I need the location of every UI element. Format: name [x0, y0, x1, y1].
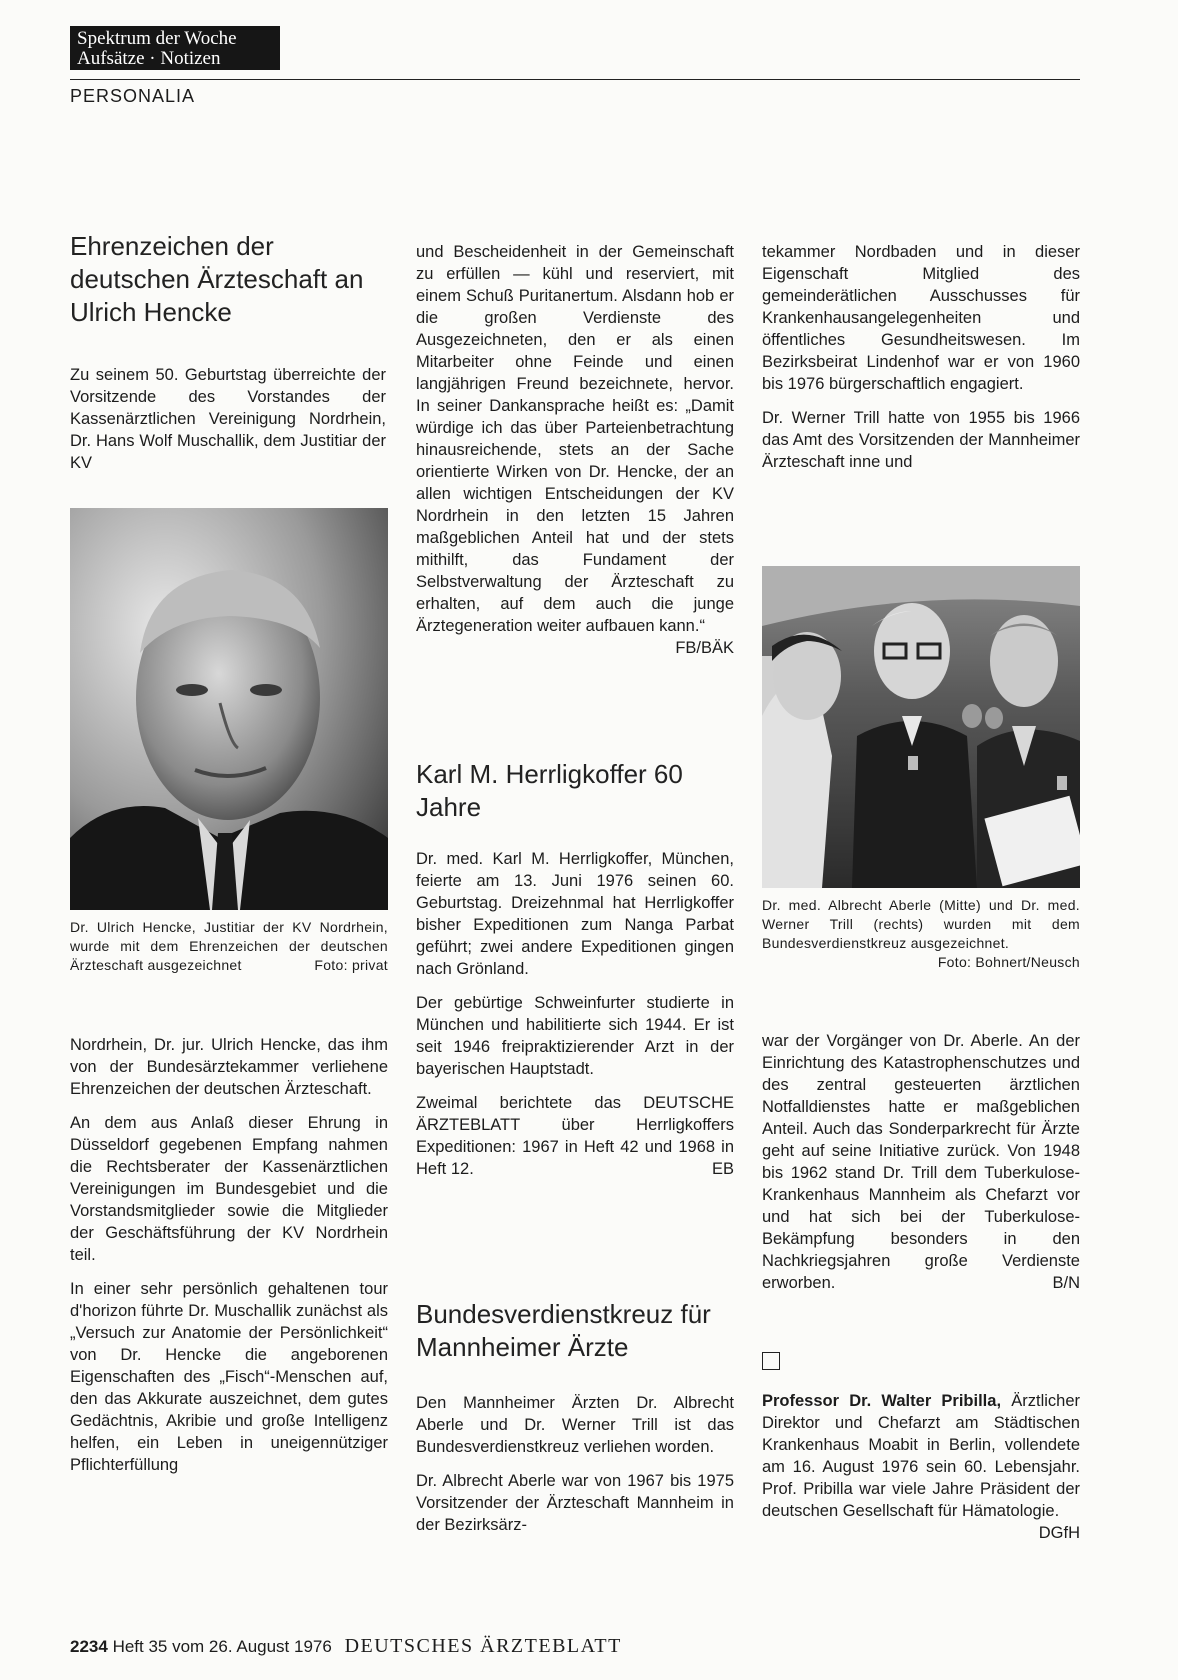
mannheim-signature: B/N — [1052, 1274, 1080, 1292]
section-badge-line2: Aufsätze · Notizen — [77, 48, 221, 69]
hencke-body-col2 — [416, 241, 734, 659]
herrligkoffer-signature: EB — [711, 1160, 734, 1178]
mannheim-col3-para1: tekammer Nordbaden und in dieser Eigenschaft Mitglied des gemeinderätlichen Ausschusses für Krankenhausangelegenheiten und öffentliches Gesundheitswesen. Im Bezirksbeirat Lindenhof war er von 1960 bis 1976 bürgerschaftlich engagiert. — [762, 243, 1080, 393]
journal-name: DEUTSCHES ÄRZTEBLATT — [344, 1635, 622, 1657]
group-photo-icon — [762, 566, 1080, 888]
mannheim-body-col2 — [416, 1392, 734, 1548]
hencke-caption-text: Dr. Ulrich Hencke, Justitiar der KV Nordrhein, wurde mit dem Ehrenzeichen der deutschen Ärzteschaft ausgezeichnet — [70, 919, 388, 973]
page-number: 2234 — [70, 1637, 108, 1656]
herrligkoffer-para2: Der gebürtige Schweinfurter studierte in München und habilitierte sich 1944. Er ist seit 1946 freipraktizierender Arzt in der bayerischen Hauptstadt. — [416, 994, 734, 1078]
herrligkoffer-body — [416, 848, 734, 1192]
herrligkoffer-headline: Karl M. Herrligkoffer 60 Jahre — [416, 759, 683, 822]
pribilla-notice — [762, 1390, 1080, 1544]
hencke-signature: FB/BÄK — [675, 639, 734, 657]
mannheim-photo-caption — [762, 896, 1080, 972]
mannheim-body-col3-top — [762, 241, 1080, 485]
hencke-continuation: und Bescheidenheit in der Gemeinschaft zu erfüllen — kühl und reserviert, mit einem Schuß Puritanertum. Alsdann hob er die großen Verdienste des Ausgezeichneten, den er als einen Mitarbeiter ohne Feinde und einen langjährigen Freund bezeichnete, hervor. In seiner Dankansprache heißt es: „Damit würdige ich das über Parteienbetrachtung hinausreichende, stets an der Sache orientierte Wirken von Dr. Hencke, der an allen wichtigen Entscheidungen der KV Nordrhein in den letzten 15 Jahren maßgeblichen Anteil hat und der stets mithilft, das Fundament der Selbstverwaltung der Ärzteschaft zu erhalten, auf dem auch die junge Ärztegeneration weiter aufbauen kann.“ — [416, 243, 734, 635]
mannheim-col3-para2: Dr. Werner Trill hatte von 1955 bis 1966 das Amt des Vorsitzenden der Mannheimer Ärzteschaft inne und — [762, 409, 1080, 471]
herrligkoffer-para3: Zweimal berichtete das DEUTSCHE ÄRZTEBLATT über Herrligkoffers Expeditionen: 1967 in Heft 42 und 1968 in Heft 12. — [416, 1094, 734, 1178]
hencke-portrait-photo — [70, 508, 388, 910]
mannheim-col3-para3: war der Vorgänger von Dr. Aberle. An der Einrichtung des Katastrophenschutzes und des zentral gesteuerten ärztlichen Notfalldienstes hatte er maßgeblichen Anteil. Auch das Sonderparkrecht für Ärzte geht auf seine Initiative zurück. Von 1948 bis 1962 stand Dr. Trill dem Tuberkulose-Krankenhaus Mannheim als Chefarzt vor und hat sich bei der Tuberkulose-Bekämpfung besonders in den Nachkriegsjahren große Verdienste erworben. — [762, 1032, 1080, 1292]
herrligkoffer-para1: Dr. med. Karl M. Herrligkoffer, München, feierte am 13. Juni 1976 seinen 60. Geburtstag. Dreizehnmal hat Herrligkoffer bisher Expeditionen zum Nanga Parbat geführt; zwei andere Expeditionen gingen nach Grönland. — [416, 850, 734, 978]
top-rule — [70, 79, 1080, 80]
mannheim-photo-credit: Foto: Bohnert/Neusch — [937, 954, 1080, 970]
mannheim-caption-text: Dr. med. Albrecht Aberle (Mitte) und Dr. med. Werner Trill (rechts) wurden mit dem Bundesverdienstkreuz ausgezeichnet. — [762, 897, 1080, 951]
hencke-para2: An dem aus Anlaß dieser Ehrung in Düsseldorf gegebenen Empfang nahmen die Rechtsberater der Kassenärztlichen Vereinigungen im Bundesgebiet und die Vorstandsmitglieder sowie die Mitglieder der Geschäftsführung der KV Nordrhein teil. — [70, 1114, 388, 1264]
hencke-para3: In einer sehr persönlich gehaltenen tour d'horizon führte Dr. Muschallik zunächst als „Versuch zur Anatomie der Persönlichkeit“ von Dr. Hencke die angeborenen Eigenschaften des „Fisch“-Menschen auf, den das Akkurate auszeichnet, dem gutes Gedächtnis, Akribie und große Intelligenz helfen, ein Leben in uneigennütziger Pflichterfüllung — [70, 1280, 388, 1474]
pribilla-text: Ärztlicher Direktor und Chefarzt am Städtischen Krankenhaus Moabit in Berlin, vollendete am 16. August 1976 sein 60. Lebensjahr. Prof. Pribilla war viele Jahre Präsident der deutschen Gesellschaft für Hämatologie. — [762, 1392, 1080, 1520]
portrait-icon — [70, 508, 388, 910]
mannheim-para2: Dr. Albrecht Aberle war von 1967 bis 1975 Vorsitzender der Ärzteschaft Mannheim in der Bezirksärz- — [416, 1472, 734, 1534]
hencke-headline: Ehrenzeichen der deutschen Ärzteschaft an Ulrich Hencke — [70, 231, 364, 327]
mannheim-headline: Bundesverdienstkreuz für Mannheimer Ärzte — [416, 1299, 711, 1362]
mannheim-para1: Den Mannheimer Ärzten Dr. Albrecht Aberle und Dr. Werner Trill ist das Bundesverdienstkreuz verliehen worden. — [416, 1394, 734, 1456]
hencke-photo-caption — [70, 918, 388, 975]
hencke-intro-text: Zu seinem 50. Geburtstag überreichte der Vorsitzende des Vorstandes der Kassenärztlichen Vereinigung Nordrhein, Dr. Hans Wolf Muschallik, dem Justitiar der KV — [70, 366, 386, 472]
page-footer — [70, 1635, 622, 1658]
hencke-photo-credit: Foto: privat — [314, 957, 388, 973]
hencke-para1: Nordrhein, Dr. jur. Ulrich Hencke, das ihm von der Bundesärztekammer verliehene Ehrenzeichen der deutschen Ärzteschaft. — [70, 1036, 388, 1098]
section-badge — [70, 26, 280, 70]
section-kicker: PERSONALIA — [70, 86, 196, 106]
mannheim-group-photo — [762, 566, 1080, 888]
section-badge-line1: Spektrum der Woche — [77, 28, 237, 49]
hencke-body-col1 — [70, 1034, 388, 1488]
hencke-intro — [70, 364, 386, 486]
separator-box-icon — [762, 1352, 780, 1370]
pribilla-signature: DGfH — [1038, 1524, 1080, 1542]
pribilla-name: Professor Dr. Walter Pribilla, — [762, 1392, 1002, 1410]
issue-info: Heft 35 vom 26. August 1976 — [112, 1637, 332, 1656]
mannheim-body-col3-bottom — [762, 1030, 1080, 1306]
